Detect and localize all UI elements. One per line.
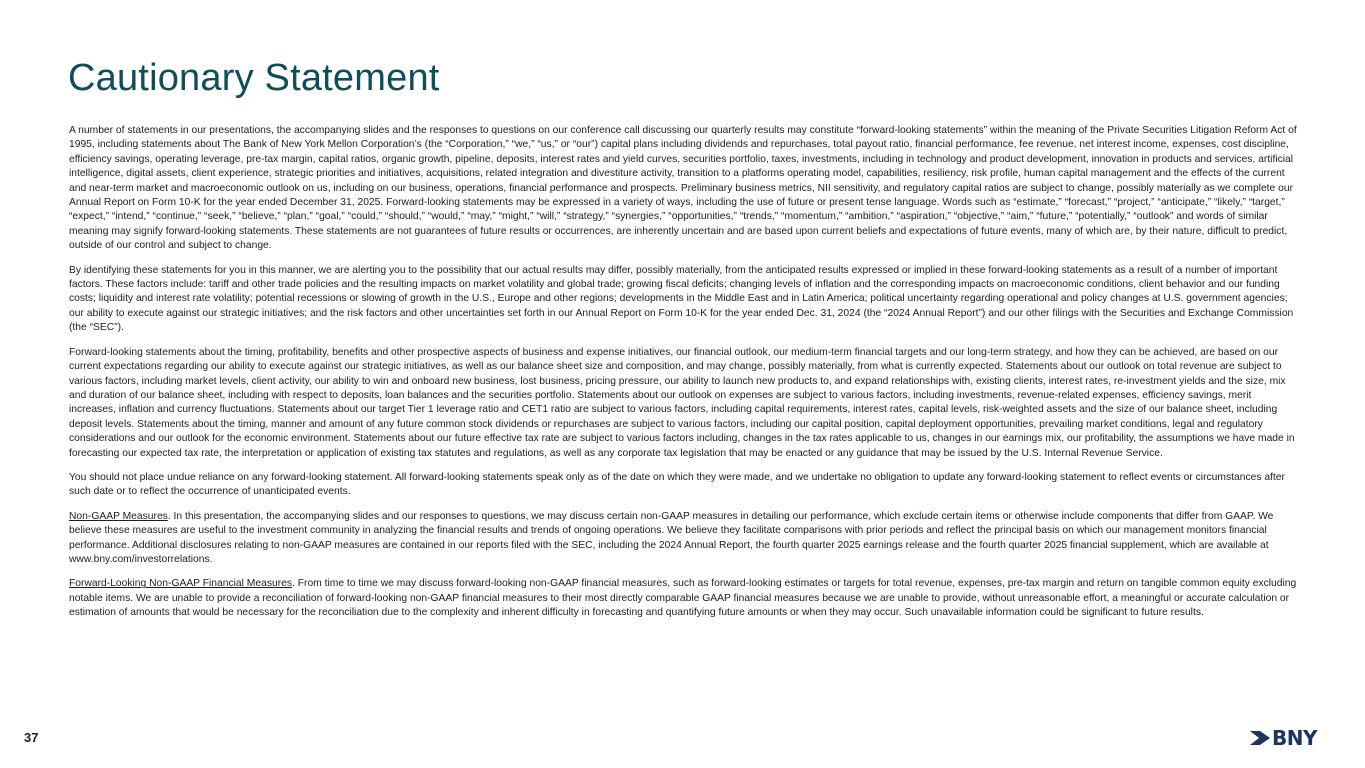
paragraph-outlook-assumptions: Forward-looking statements about the timing, profitability, benefits and other prospective aspects of business and expense initiatives, our financial outlook, our medium-term financial targets and our long-term strategy, and how they can be achieved, are based on our current expectations regarding our ability to execute against our strategic initiatives, as well as our balance sheet size and composition, and may change, possibly materially, from what is currently expected. Statements about our outlook on total revenue are subject to various factors, including market levels, client activity, our ability to win and onboard new business, lost business, pricing pressure, our ability to launch new products to, and expand relationships with, existing clients, interest rates, re-investment yields and the size, mix and duration of our balance sheet, including with respect to deposits, loan balances and the securities portfolio. Statements about our outlook on expenses are subject to various factors, including investments, revenue-related expenses, efficiency savings, merit increases, inflation and currency fluctuations. Statements about our target Tier 1 leverage ratio and CET1 ratio are subject to various factors, including capital requirements, interest rates, capital levels, risk-weighted assets and the size of our balance sheet, including deposit levels. Statements about the timing, manner and amount of any future common stock dividends or repurchases are subject to various factors, including our capital position, capital deployment opportunities, prevailing market conditions, legal and regulatory considerations and our outlook for the economic environment. Statements about our future effective tax rate are subject to various factors including, changes in the tax rates applicable to us, changes in our earnings mix, our profitability, the assumptions we have made in forecasting our expected tax rate, the interpretation or application of existing tax statutes and regulations, as well as any corporate tax legislation that may be enacted or any guidance that may be issued by the U.S. Internal Revenue Service.	[69, 346, 1295, 459]
non-gaap-text: . In this presentation, the accompanying slides and our responses to questions, we may discuss certain non-GAAP measures in detailing our performance, which exclude certain items or otherwise include components that differ from GAAP. We believe these measures are useful to the investment community in analyzing the financial results and trends of ongoing operations. We believe they facilitate comparisons with prior periods and reflect the principal basis on which our management monitors financial performance. Additional disclosures relating to non-GAAP measures are contained in our reports filed with the SEC, including the 2024 Annual Report, the fourth quarter 2025 earnings release and the fourth quarter 2025 financial supplement, which are available at www.bny.com/investorrelations.	[69, 510, 1274, 565]
paragraph-forward-looking-intro: A number of statements in our presentations, the accompanying slides and the responses to questions on our conference call discussing our quarterly results may constitute “forward-looking statements” within the meaning of the Private Securities Litigation Reform Act of 1995, including statements about The Bank of New York Mellon Corporation’s (the “Corporation,” “we,” “us,” or “our”) capital plans including dividends and repurchases, total payout ratio, financial performance, fee revenue, net interest income, expenses, cost discipline, efficiency savings, operating leverage, pre-tax margin, capital ratios, organic growth, pipeline, deposits, interest rates and yield curves, securities portfolio, taxes, investments, including in technology and product development, innovation in products and services, artificial intelligence, digital assets, client experience, strategic priorities and initiatives, acquisitions, related integration and divestiture activity, transition to a platforms operating model, capabilities, resiliency, risk profile, human capital management and the effects of the current and near-term market and macroeconomic outlook on us, including on our business, operations, financial performance and prospects. Preliminary business metrics, NII sensitivity, and regulatory capital ratios are subject to change, possibly materially as we complete our Annual Report on Form 10-K for the year ended December 31, 2025. Forward-looking statements may be expressed in a variety of ways, including the use of future or present tense language. Words such as “estimate,” “forecast,” “project,” “anticipate,” “likely,” “target,” “expect,” “intend,” “continue,” “seek,” “believe,” “plan,” “goal,” “could,” “should,” “would,” “may,” “might,” “will,” “strategy,” “synergies,” “opportunities,” “trends,” “momentum,” “ambition,” “aspiration,” “objective,” “aim,” “future,” “potentially,” “outlook” and words of similar meaning may signify forward-looking statements. These statements are not guarantees of future results or occurrences, are inherently uncertain and are based upon current beliefs and expectations of future events, many of which are, by their nature, difficult to predict, outside of our control and subject to change.	[69, 125, 1297, 252]
bny-logo-text: BNY	[1272, 726, 1317, 750]
paragraph-non-gaap	[69, 510, 1301, 568]
bny-logo	[1250, 727, 1334, 749]
forward-looking-non-gaap-text: . From time to time we may discuss forward-looking non-GAAP financial measures, such as forward-looking estimates or targets for total revenue, expenses, pre-tax margin and return on tangible common equity excluding notable items. We are unable to provide a reconciliation of forward-looking non-GAAP financial measures to their most directly comparable GAAP financial measures because we are unable to provide, without unreasonable effort, a meaningful or accurate calculation or estimation of amounts that would be necessary for the reconciliation due to the complexity and inherent difficulty in forecasting and quantifying future amounts or when they may occur. Such unavailable information could be significant to future results.	[69, 578, 1297, 619]
page-number: 37	[24, 730, 39, 745]
disclaimer-body	[69, 124, 1301, 631]
non-gaap-heading: Non-GAAP Measures	[69, 510, 168, 522]
bny-arrow-icon	[1250, 731, 1270, 745]
forward-looking-non-gaap-heading: Forward-Looking Non-GAAP Financial Measures	[69, 578, 293, 590]
paragraph-undue-reliance: You should not place undue reliance on any forward-looking statement. All forward-looking statements speak only as of the date on which they were made, and we undertake no obligation to update any forward-looking statement to reflect events or circumstances after such date or to reflect the occurrence of unanticipated events.	[69, 471, 1285, 498]
page-title: Cautionary Statement	[68, 57, 440, 99]
paragraph-risk-factors: By identifying these statements for you in this manner, we are alerting you to the possibility that our actual results may differ, possibly materially, from the anticipated results expressed or implied in these forward-looking statements as a result of a number of important factors. These factors include: tariff and other trade policies and the resulting impacts on market volatility and global trade; growing fiscal deficits; changing levels of inflation and the corresponding impacts on macroeconomic conditions, client behavior and our funding costs; liquidity and interest rate volatility; potential recessions or slowing of growth in the U.S., Europe and other regions; developments in the Middle East and in Latin America; political uncertainty regarding operational and policy changes at U.S. government agencies; our ability to execute against our strategic initiatives; and the risk factors and other uncertainties set forth in our Annual Report on Form 10-K for the year ended Dec. 31, 2024 (the “2024 Annual Report”) and our other filings with the Securities and Exchange Commission (the “SEC”).	[69, 264, 1294, 334]
paragraph-forward-looking-non-gaap	[69, 577, 1301, 620]
